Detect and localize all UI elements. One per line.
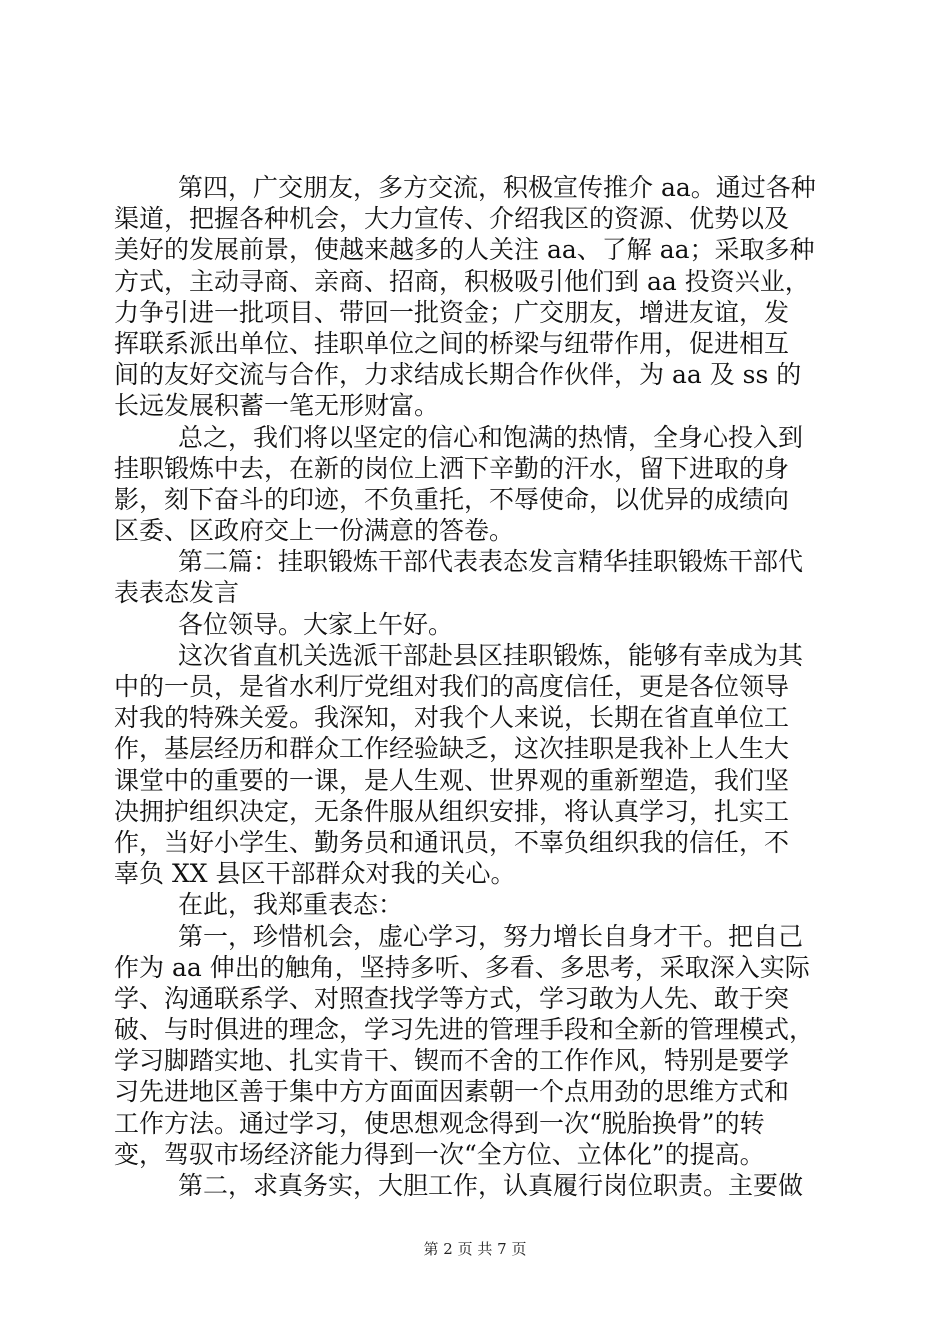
section-heading-line: 表表态发言 xyxy=(114,578,240,608)
text-line: 挥联系派出单位、挂职单位之间的桥梁与纽带作用，促进相互 xyxy=(114,328,790,358)
text-line: 第二，求真务实，大胆工作，认真履行岗位职责。主要做 xyxy=(178,1171,804,1200)
text-line: 区委、区政府交上一份满意的答卷。 xyxy=(114,516,515,546)
text-line: 美好的发展前景，使越来越多的人关注 aa、了解 aa；采取多种 xyxy=(114,235,815,265)
text-line: 方式，主动寻商、亲商、招商，积极吸引他们到 aa 投资兴业， xyxy=(114,266,810,296)
text-line: 辜负 XX 县区干部群众对我的关心。 xyxy=(114,859,516,889)
text-line: 习先进地区善于集中方方面面因素朝一个点用劲的思维方式和 xyxy=(114,1077,790,1107)
text-line: 影，刻下奋斗的印迹，不负重托，不辱使命，以优异的成绩向 xyxy=(114,484,790,514)
page-number-label: 第 2 页 共 7 页 xyxy=(423,1240,527,1258)
text-line: 作，基层经历和群众工作经验缺乏，这次挂职是我补上人生大 xyxy=(114,734,790,764)
text-line: 破、与时俱进的理念，学习先进的管理手段和全新的管理模式， xyxy=(114,1015,815,1045)
text-line: 各位领导。大家上午好。 xyxy=(178,609,454,639)
text-line: 在此，我郑重表态： xyxy=(178,890,404,920)
text-line: 第一，珍惜机会，虚心学习，努力增长自身才干。把自己 xyxy=(178,921,804,951)
text-line: 对我的特殊关爱。我深知，对我个人来说，长期在省直单位工 xyxy=(114,703,790,733)
text-line: 学习脚踏实地、扎实肯干、锲而不舍的工作作风，特别是要学 xyxy=(114,1046,790,1076)
text-line: 课堂中的重要的一课，是人生观、世界观的重新塑造，我们坚 xyxy=(114,765,790,795)
page-footer xyxy=(0,1239,950,1259)
text-line: 这次省直机关选派干部赴县区挂职锻炼，能够有幸成为其 xyxy=(178,640,804,670)
text-line: 决拥护组织决定，无条件服从组织安排，将认真学习，扎实工 xyxy=(114,796,790,826)
text-line: 挂职锻炼中去，在新的岗位上洒下辛勤的汗水，留下进取的身 xyxy=(114,453,790,483)
text-line: 力争引进一批项目、带回一批资金；广交朋友，增进友谊，发 xyxy=(114,297,790,327)
text-line: 变，驾驭市场经济能力得到一次“全方位、立体化”的提高。 xyxy=(114,1139,765,1169)
section-heading-line: 第二篇：挂职锻炼干部代表表态发言精华挂职锻炼干部代 xyxy=(178,547,804,577)
text-line: 学、沟通联系学、对照查找学等方式，学习敢为人先、敢于突 xyxy=(114,983,790,1013)
text-line: 渠道，把握各种机会，大力宣传、介绍我区的资源、优势以及 xyxy=(114,204,790,234)
document-body xyxy=(114,172,844,1201)
text-line: 作为 aa 伸出的触角，坚持多听、多看、多思考，采取深入实际 xyxy=(114,952,810,982)
text-line: 总之，我们将以坚定的信心和饱满的热情，全身心投入到 xyxy=(178,422,804,452)
text-line: 间的友好交流与合作，力求结成长期合作伙伴，为 aa 及 ss 的 xyxy=(114,360,802,390)
text-line: 中的一员，是省水利厅党组对我们的高度信任，更是各位领导 xyxy=(114,672,790,701)
text-line: 第四，广交朋友，多方交流，积极宣传推介 aa。通过各种 xyxy=(178,173,816,202)
text-line: 工作方法。通过学习，使思想观念得到一次“脱胎换骨”的转 xyxy=(114,1108,765,1138)
text-line: 长远发展积蓄一笔无形财富。 xyxy=(114,391,440,421)
text-line: 作，当好小学生、勤务员和通讯员，不辜负组织我的信任，不 xyxy=(114,827,790,857)
